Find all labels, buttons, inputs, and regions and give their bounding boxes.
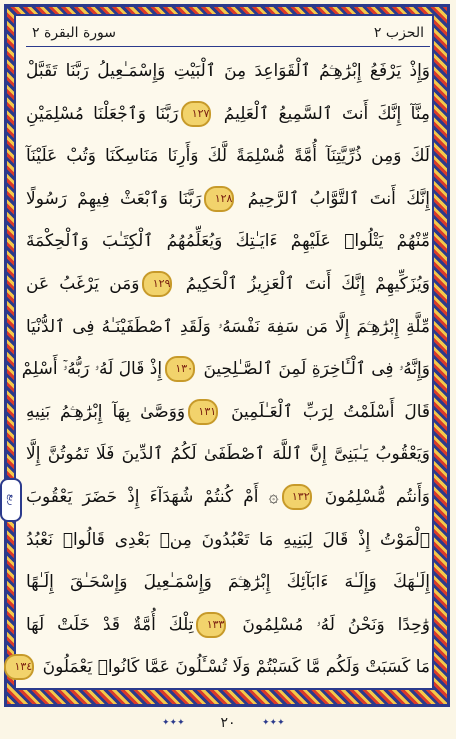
ayah-number: ١٣٤: [4, 654, 34, 680]
verse-text: مِنَّآ إِنَّكَ أَنتَ ٱلسَّمِيعُ ٱلْعَلِيمُ: [223, 103, 430, 124]
verse-text: وَإِنَّهُۥ فِى ٱلْـَٔاخِرَةِ لَمِنَ ٱلصَّـٰلِحِينَ: [203, 359, 430, 380]
ayah-number: ١٣٠: [165, 356, 195, 382]
verse-text: مَا كَسَبَتْ وَلَكُم مَّا كَسَبْتُمْ وَلَا تُسْـَٔلُونَ عَمَّا كَانُوا۟ يَعْمَلُونَ: [42, 657, 430, 678]
text-line: [26, 135, 430, 178]
header-divider: [26, 46, 430, 47]
verse-text: إِلَـٰهَكَ وَإِلَـٰهَ ءَابَآئِكَ إِبْرَٰهِـۧمَ وَإِسْمَـٰعِيلَ وَإِسْحَـٰقَ إِلَـٰهًا: [26, 572, 430, 593]
verse-text: وَيَعْقُوبُ يَـٰبَنِىَّ إِنَّ ٱللَّهَ ٱصْطَفَىٰ لَكُمُ ٱلدِّينَ فَلَا تَمُوتُنَّ إِلَّا: [26, 444, 430, 465]
page-header: [26, 20, 430, 46]
verse-text: وَأَنتُم مُّسْلِمُونَ: [324, 486, 430, 507]
text-line: [26, 519, 430, 562]
ayah-number: ١٣٣: [196, 612, 226, 638]
verse-text: مِّنْهُمْ يَتْلُوا۟ عَلَيْهِمْ ءَايَـٰتِكَ وَيُعَلِّمُهُمُ ٱلْكِتَـٰبَ وَٱلْحِكْمَةَ: [26, 231, 430, 252]
text-line: [26, 178, 430, 221]
text-line: [26, 306, 430, 349]
surah-label: سورة البقرة ٢: [32, 25, 117, 41]
ayah-number: ١٢٨: [204, 186, 234, 212]
verse-text: لَكَ وَمِن ذُرِّيَّتِنَآ أُمَّةً مُّسْلِمَةً لَّكَ وَأَرِنَا مَنَاسِكَنَا وَتُبْ عَلَيْنَآ: [26, 146, 430, 167]
text-line: [21, 348, 430, 391]
verse-text: وَيُزَكِّيهِمْ إِنَّكَ أَنتَ ٱلْعَزِيزُ ٱلْحَكِيمُ: [185, 273, 431, 294]
text-line: [26, 220, 430, 263]
verse-text: وَإِذْ يَرْفَعُ إِبْرَٰهِـۧمُ ٱلْقَوَاعِدَ مِنَ ٱلْبَيْتِ وَإِسْمَـٰعِيلُ رَبَّنَا تَقَبَّلْ: [26, 61, 430, 81]
verse-text: مِّلَّةِ إِبْرَٰهِـۧمَ إِلَّا مَن سَفِهَ نَفْسَهُۥ وَلَقَدِ ٱصْطَفَيْنَـٰهُ فِى ٱلدُّنْيَا: [26, 316, 430, 337]
text-line: [26, 263, 430, 306]
verse-text: ٱلْمَوْتُ إِذْ قَالَ لِبَنِيهِ مَا تَعْبُدُونَ مِنۢ بَعْدِى قَالُوا۟ نَعْبُدُ: [26, 529, 430, 550]
verse-text: وَوَصَّىٰ بِهَآ إِبْرَٰهِـۧمُ بَنِيهِ: [26, 401, 186, 422]
page-number: ٢٠: [220, 715, 236, 731]
text-line: [26, 93, 430, 136]
quran-text: [14, 50, 431, 690]
verse-text: رَبَّنَا وَٱبْعَثْ فِيهِمْ رَسُولًا: [26, 188, 202, 209]
verse-text: ۞ أَمْ كُنتُمْ شُهَدَآءَ إِذْ حَضَرَ يَعْقُوبَ: [26, 486, 279, 507]
text-line: [26, 391, 430, 434]
verse-text: تِلْكَ أُمَّةٌ قَدْ خَلَتْ لَهَا: [26, 614, 194, 635]
text-line: [26, 50, 430, 93]
text-line: [26, 433, 430, 476]
rub-marker: ربع: [0, 478, 22, 522]
verse-text: رَبَّنَا وَٱجْعَلْنَا مُسْلِمَيْنِ: [26, 103, 179, 124]
juz-label: الحزب ٢: [373, 25, 424, 41]
verse-text: قَالَ أَسْلَمْتُ لِرَبِّ ٱلْعَـٰلَمِينَ: [231, 401, 430, 422]
verse-text: إِذْ قَالَ لَهُۥ رَبُّهُۥٓ أَسْلِمْ: [21, 359, 163, 380]
text-line: [26, 476, 430, 519]
page-number-ornament-icon: ✦✦✦: [162, 718, 185, 728]
ayah-number: ١٣٢: [282, 484, 312, 510]
ayah-number: ١٢٩: [142, 271, 172, 297]
ayah-number: ١٢٧: [181, 101, 211, 127]
page-number-ornament-icon: ✦✦✦: [262, 718, 285, 728]
ayah-number: ١٣١: [188, 399, 218, 425]
text-line: [26, 561, 430, 604]
text-line: [14, 646, 430, 689]
verse-text: وَٰحِدًا وَنَحْنُ لَهُۥ مُسْلِمُونَ: [242, 614, 430, 635]
text-line: [26, 604, 430, 647]
verse-text: إِنَّكَ أَنتَ ٱلتَّوَّابُ ٱلرَّحِيمُ: [247, 188, 430, 209]
verse-text: وَمَن يَرْغَبُ عَن: [26, 273, 140, 294]
